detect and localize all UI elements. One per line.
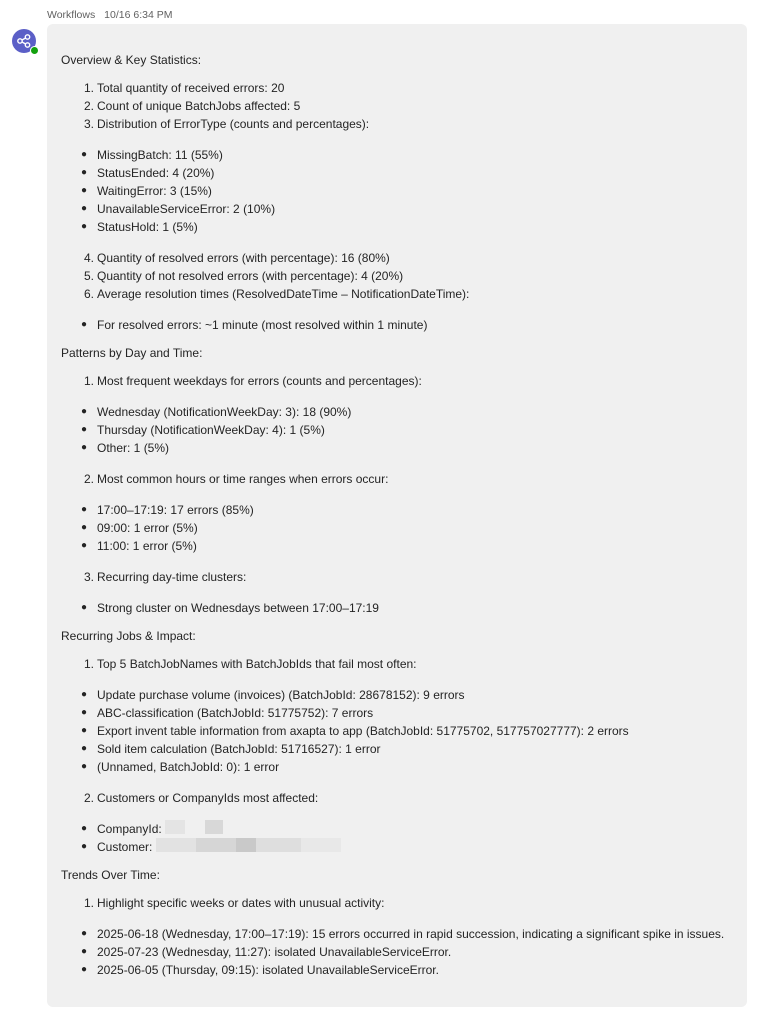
list-item: ● Other: 1 (5%) (81, 441, 170, 455)
list-item: ● For resolved errors: ~1 minute (most resolved within 1 minute) (81, 318, 428, 332)
bullet-list (61, 316, 733, 334)
list-item: ● Export invent table information from axapta to app (BatchJobId: 51775702, 517757027777): 2 errors (81, 724, 629, 738)
bullet-list (61, 686, 733, 776)
list-item: ● (Unnamed, BatchJobId: 0): 1 error (81, 760, 280, 774)
list-item: 3. Recurring day-time clusters: (84, 570, 247, 584)
list-item: ● 09:00: 1 error (5%) (81, 521, 198, 535)
list-item: 2. Count of unique BatchJobs affected: 5 (84, 99, 301, 113)
list-item: ● WaitingError: 3 (15%) (81, 184, 212, 198)
list-item: ● ABC-classification (BatchJobId: 51775752): 7 errors (81, 706, 374, 720)
list-item: ● Wednesday (NotificationWeekDay: 3): 18 (90%) (81, 405, 352, 419)
list-item: 2. Most common hours or time ranges when errors occur: (84, 472, 389, 486)
list-item: ● 17:00–17:19: 17 errors (85%) (81, 503, 254, 517)
list-item: ● StatusEnded: 4 (20%) (81, 166, 215, 180)
list-item: ● 2025-06-18 (Wednesday, 17:00–17:19): 15 errors occurred in rapid succession, indicating a significant spike in issues. (81, 927, 725, 941)
list-item: ● CompanyId: (61, 820, 733, 838)
bullet-list (61, 925, 733, 979)
list-item: ● Update purchase volume (invoices) (BatchJobId: 28678152): 9 errors (81, 688, 465, 702)
message-timestamp: 10/16 6:34 PM (104, 9, 173, 21)
list-item: ● 2025-06-05 (Thursday, 09:15): isolated UnavailableServiceError. (81, 963, 439, 977)
list-item: 1. Highlight specific weeks or dates with unusual activity: (84, 896, 385, 910)
section-heading: Overview & Key Statistics: (61, 53, 202, 67)
section-heading: Trends Over Time: (61, 868, 160, 882)
numbered-list (61, 249, 733, 303)
message-header (47, 9, 178, 21)
avatar[interactable] (12, 29, 38, 55)
list-item: ● UnavailableServiceError: 2 (10%) (81, 202, 276, 216)
list-item: ● 11:00: 1 error (5%) (81, 539, 197, 553)
list-item: 1. Most frequent weekdays for errors (counts and percentages): (84, 374, 422, 388)
list-item: ● StatusHold: 1 (5%) (81, 220, 198, 234)
list-item: ● MissingBatch: 11 (55%) (81, 148, 223, 162)
list-item: ● 2025-07-23 (Wednesday, 11:27): isolated UnavailableServiceError. (81, 945, 452, 959)
message-bubble (47, 24, 747, 1007)
numbered-list (61, 79, 733, 133)
redacted-value (156, 838, 341, 852)
list-item: ● Thursday (NotificationWeekDay: 4): 1 (5%) (81, 423, 325, 437)
list-item: ● Customer: (61, 838, 733, 856)
redacted-value (165, 820, 223, 834)
list-item: 1. Top 5 BatchJobNames with BatchJobIds that fail most often: (84, 657, 417, 671)
section-heading: Recurring Jobs & Impact: (61, 629, 196, 643)
list-item: 1. Total quantity of received errors: 20 (84, 81, 285, 95)
section-heading: Patterns by Day and Time: (61, 346, 203, 360)
bullet-list (61, 501, 733, 555)
list-item: 5. Quantity of not resolved errors (with percentage): 4 (20%) (84, 269, 404, 283)
online-status-dot (30, 46, 39, 55)
sender-name[interactable]: Workflows (47, 9, 96, 21)
bullet-list (61, 820, 733, 856)
bullet-list (61, 146, 733, 236)
bullet-list (61, 599, 733, 617)
list-item: 3. Distribution of ErrorType (counts and percentages): (84, 117, 370, 131)
bullet-list (61, 403, 733, 457)
list-item: 2. Customers or CompanyIds most affected: (84, 791, 319, 805)
list-item: ● Sold item calculation (BatchJobId: 51716527): 1 error (81, 742, 381, 756)
list-item: 4. Quantity of resolved errors (with percentage): 16 (80%) (84, 251, 390, 265)
list-item: 6. Average resolution times (ResolvedDateTime – NotificationDateTime): (84, 287, 470, 301)
list-item: ● Strong cluster on Wednesdays between 17:00–17:19 (81, 601, 379, 615)
